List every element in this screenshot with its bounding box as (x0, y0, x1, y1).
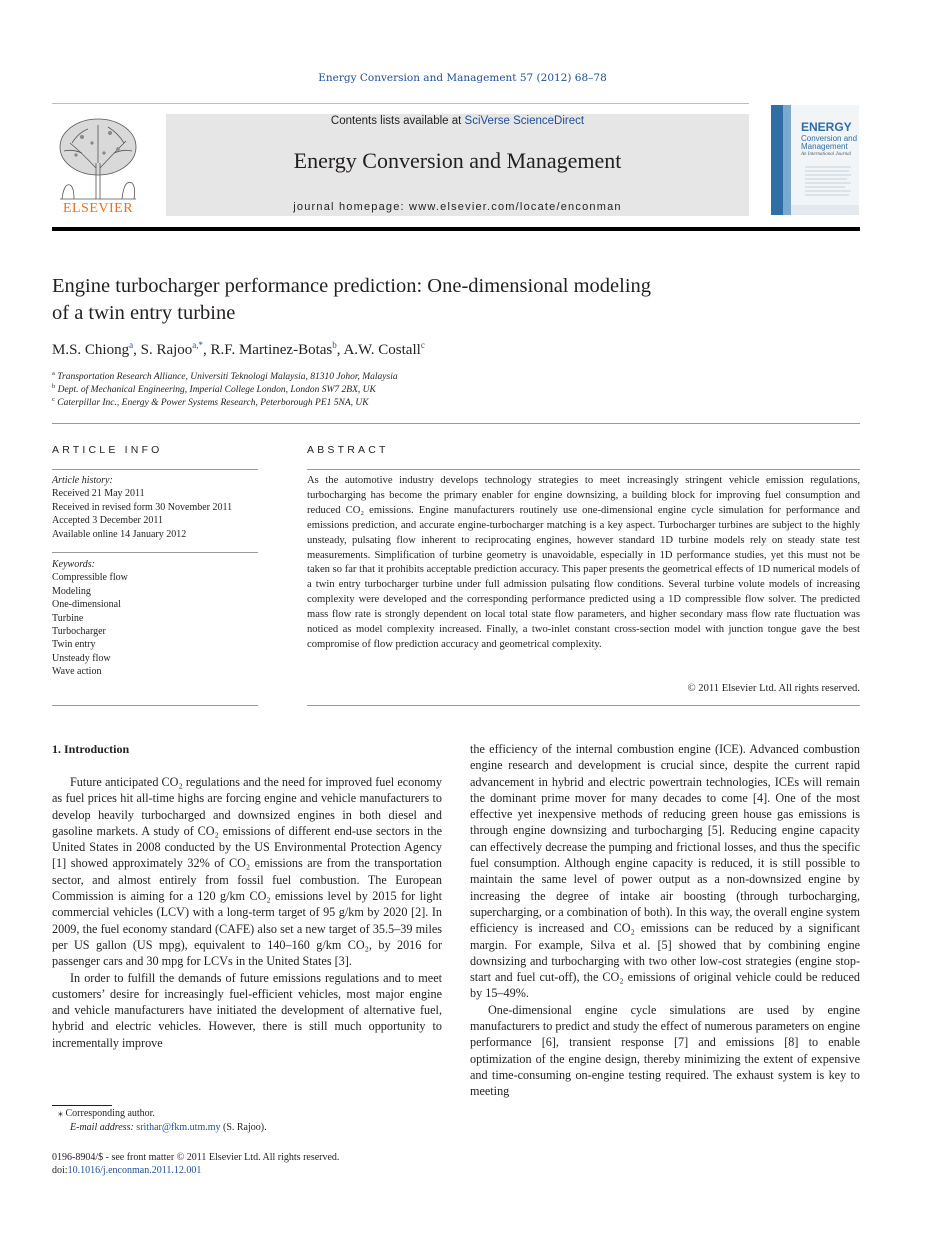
article-info-rule (52, 469, 258, 470)
affiliation-mark: b (52, 383, 56, 390)
author-name[interactable]: R.F. Martinez-Botas (210, 342, 333, 358)
article-title-line2: of a twin entry turbine (52, 302, 236, 324)
email-label: E-mail address: (70, 1122, 137, 1133)
email-link[interactable]: srithar@fkm.utm.my (136, 1122, 221, 1133)
bottom-info (52, 1151, 552, 1177)
email-suffix: (S. Rajoo). (220, 1122, 267, 1133)
history-item: Received in revised form 30 November 2011 (52, 501, 233, 513)
journal-reference[interactable]: Energy Conversion and Management 57 (2012) 68–78 (318, 72, 607, 84)
issn-line: 0196-8904/$ - see front matter © 2011 Elsevier Ltd. All rights reserved. (52, 1152, 340, 1163)
body-paragraph: Future anticipated CO₂ regulations and the need for improved fuel economy as fuel prices hit all-time highs are forcing engine and vehicle manufacturers to develop heavily turbocharged and downsized engines in both diesel and gasoline markets. A study of CO₂ emissions of different end-use sectors in the United States in 2008 conducted by the US Environmental Protection Agency [1] showed approximately 32% of CO₂ emissions are from the transportation sector, and almost entirely from fossil fuel combustion. The European Commission is aiming for a 120 g/km CO₂ emissions level by 2015 for light commercial vehicles (LCV) with a long-term target of 95 g/km by 2020 [2]. In 2009, the fuel economy standard (CAFE) also set a new target of 35.5–39 miles per US gallon (US mpg), equivalent to 140–160 g/km CO₂, by 2016 for passenger cars and 30 mpg for LCVs in the United States [3]. (52, 775, 442, 969)
keyword: Compressible flow (52, 572, 128, 584)
author-affiliation-mark[interactable]: b (332, 340, 337, 350)
keyword: Wave action (52, 666, 102, 678)
body-right-column (470, 741, 860, 1100)
header-rule (52, 103, 749, 104)
body-paragraph: One-dimensional engine cycle simulations are used by engine manufacturers to predict and study the effect of numerous parameters on engine performance [6], transient response [7] and emissions [8] to enable optimization of the engine design, thereby minimizing the extent of expensive and time-consuming on-engine testing required. The exhaust system is key to meeting (470, 1002, 860, 1099)
article-title (52, 273, 812, 327)
cover-subtitle: An International Journal (801, 152, 851, 157)
abstract-bottom-rule (307, 705, 860, 706)
article-title-line1: Engine turbocharger performance prediction: One-dimensional modeling (52, 275, 652, 297)
history-item: Available online 14 January 2012 (52, 528, 187, 540)
author-affiliation-mark[interactable]: c (420, 340, 425, 350)
article-info-heading: ARTICLE INFO (52, 444, 163, 456)
journal-homepage[interactable]: journal homepage: www.elsevier.com/locate/enconman (293, 201, 622, 213)
article-history (52, 474, 258, 541)
affiliation-text: Transportation Research Alliance, Universiti Teknologi Malaysia, 81310 Johor, Malaysia (57, 372, 398, 383)
affiliation-text: Caterpillar Inc., Energy & Power Systems Research, Peterborough PE1 5NA, UK (57, 398, 369, 409)
corresponding-author-note: ⁎ Corresponding author. (58, 1108, 155, 1119)
contents-line (166, 115, 749, 127)
abstract-heading: ABSTRACT (307, 444, 389, 456)
keyword: Modeling (52, 585, 91, 597)
contents-prefix: Contents lists available at (330, 115, 465, 127)
doi-label: doi: (52, 1165, 68, 1176)
footnote-rule (52, 1105, 112, 1106)
elsevier-tree-icon (52, 113, 144, 201)
body-left-column (52, 774, 442, 1051)
cover-title-3: Management (801, 142, 848, 151)
keywords-rule (52, 552, 258, 553)
keyword: Unsteady flow (52, 652, 111, 664)
keyword: One-dimensional (52, 599, 121, 611)
keywords-label: Keywords: (52, 559, 95, 570)
author-name[interactable]: A.W. Costall (343, 342, 421, 358)
affiliation-mark: a (52, 370, 55, 377)
sciencedirect-link[interactable]: SciVerse ScienceDirect (464, 115, 585, 127)
author-affiliation-mark[interactable]: a (129, 340, 134, 350)
publisher-name: ELSEVIER (62, 201, 134, 216)
keywords-block (52, 558, 258, 679)
author-list: M.S. Chiong$^a$, S. Rajoo$^{a,*}$, R.F. Martinez-Botas$^b$, A.W. Costall$^c$ (52, 340, 425, 358)
abstract-copyright: © 2011 Elsevier Ltd. All rights reserved. (687, 683, 860, 694)
doi-link[interactable]: 10.1016/j.enconman.2011.12.001 (67, 1165, 202, 1176)
cover-title-1: ENERGY (801, 120, 852, 134)
body-paragraph: the efficiency of the internal combustion engine (ICE). Advanced combustion engine research and development is crucial since, despite the current rapid advancement in hybrid and electric powertrain technologies, ICEs will remain the dominant prime mover for many decades to come [4]. One of the most effective yet inexpensive methods of reducing green house gas emissions is through engine downsizing and turbocharging [5]. Reducing engine capacity can effectively decrease the pumping and frictional losses, and thus the specific fuel consumption. Although engine capacity is reduced, it is still possible to maintain the same level of power output as a non-downsized engine by increasing the degree of intake air boosting (through turbocharging, supercharging, or a combination of both). In this way, the overall engine system efficiency is increased and CO₂ emissions can be reduced by a significant margin. For example, Silva et al. [5] showed that by combining engine downsizing and turbocharging with two other low-cost strategies (engine stop-start and fuel cut-off), the CO₂ emissions of original vehicle could be reduced by 15–49%. (470, 742, 860, 1001)
history-item: Received 21 May 2011 (52, 488, 145, 500)
history-label: Article history: (52, 475, 113, 486)
affiliation-mark: c (52, 396, 55, 403)
keyword: Twin entry (52, 639, 96, 651)
keyword: Turbine (52, 612, 84, 624)
keyword: Turbocharger (52, 626, 106, 638)
author-affiliation-mark[interactable]: a,* (192, 340, 204, 350)
section-heading: 1. Introduction (52, 742, 130, 756)
affiliation (52, 370, 752, 382)
history-item: Accepted 3 December 2011 (52, 515, 163, 527)
author-name[interactable]: S. Rajoo (140, 342, 193, 358)
affiliation (52, 396, 752, 408)
affiliation (52, 383, 752, 395)
affiliation-text: Dept. of Mechanical Engineering, Imperial College London, London SW7 2BX, UK (57, 385, 376, 396)
header-thick-rule (52, 227, 860, 231)
author-name[interactable]: M.S. Chiong (52, 342, 130, 358)
journal-title: Energy Conversion and Management (293, 148, 622, 173)
abstract-rule (307, 469, 860, 470)
journal-cover[interactable] (771, 105, 859, 215)
footnote (58, 1107, 438, 1135)
article-info-bottom-rule (52, 705, 258, 706)
cover-title-2: Conversion and (801, 134, 858, 143)
body-paragraph: In order to fulfill the demands of future emissions regulations and to meet customers’ desire for increasingly fuel-efficient vehicles, most major engine and vehicle manufacturers have initiated the development of alternative fuel, hybrid and electric vehicles. However, there is still much opportunity to incrementally improve (52, 970, 442, 1050)
abstract-text: As the automotive industry develops technology strategies to meet increasingly stringent vehicle emission regulations, turbocharging has become the primary enabler for engine downsizing, a building block for improving fuel consumption and reduced CO₂ emissions. Engine manufacturers routinely use one-dimensional engine cycle simulation for performance and emissions prediction, and accurate engine-turbocharger matching is a key aspect. Turbocharger turbines are subject to the highly unsteady, pulsating flow inherent to reciprocating engines, however standard 1D turbine models rely on steady state test measurements. Simplification of turbine geometry is unavoidable, especially in 1D performance studies, yet this must not be taken so far that it prohibits acceptable prediction accuracy. This paper presents the geometrical effects of 1D numerical models of a twin entry turbocharger turbine under full admission pulsating flow conditions. Several turbine volute models of increasing complexity were developed and the corresponding performance predicted using a 1D compressible flow solver. The predicted mass flow rate is strongly dependent on local total state flow parameters, and higher secondary mass flow rate fluctuation was noticed as model complexity increased. Finally, a two-inlet constant cross-section model with junction tongue gave the best compromise of flow prediction accuracy and geometrical complexity. (307, 475, 860, 650)
section-rule (52, 423, 860, 424)
